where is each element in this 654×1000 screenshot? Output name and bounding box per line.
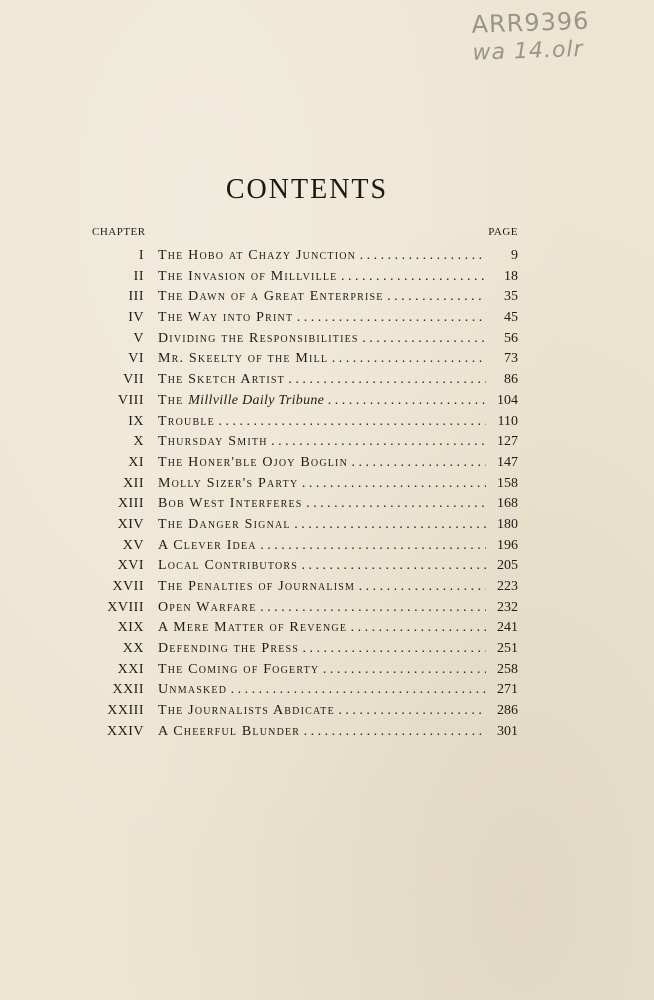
chapter-number: XIII [117, 496, 144, 512]
toc-row [92, 618, 518, 639]
chapter-title [158, 432, 486, 453]
toc-row [92, 287, 518, 308]
page-title: CONTENTS [225, 174, 389, 205]
chapter-title-text: Dividing the Responsibilities [158, 330, 359, 346]
page-number: 104 [497, 392, 518, 408]
page-number: 9 [511, 248, 518, 263]
chapter-number: XIV [117, 516, 144, 532]
toc-row [92, 329, 518, 350]
page-column-header: PAGE [488, 226, 518, 238]
toc-row [92, 349, 518, 370]
page-number: 56 [504, 330, 518, 346]
chapter-number: XVI [117, 558, 144, 574]
pencil-annotation [471, 5, 633, 66]
chapter-number: XII [123, 475, 144, 491]
chapter-title-text: A Cheerful Blunder [158, 723, 301, 739]
chapter-title-text: Open Warfare [158, 599, 257, 615]
chapter-title-text: The Dawn of a Great Enterprise [158, 289, 384, 305]
chapter-column-header: CHAPTER [92, 226, 146, 238]
page-number: 168 [497, 496, 518, 512]
chapter-number: II [133, 268, 144, 284]
chapter-title [158, 453, 486, 474]
chapter-title [158, 618, 486, 639]
toc-row [92, 639, 518, 660]
page-number: 73 [504, 351, 518, 367]
chapter-title [158, 598, 486, 619]
chapter-title [158, 722, 486, 743]
chapter-title [158, 639, 486, 660]
chapter-number: XXIII [107, 703, 144, 719]
chapter-title [158, 412, 486, 433]
page-number: 241 [497, 620, 518, 636]
toc-row [92, 267, 518, 288]
chapter-number: X [133, 434, 144, 450]
chapter-title [158, 349, 486, 370]
chapter-title [158, 494, 486, 515]
chapter-title-text: Bob West Interferes [158, 496, 303, 512]
chapter-title [158, 556, 486, 577]
chapter-title-text: Trouble [158, 413, 215, 429]
chapter-title [158, 308, 486, 329]
chapter-title [158, 329, 486, 350]
toc-row [92, 598, 518, 619]
toc-row [92, 453, 518, 474]
chapter-title-text: The Hobo at Chazy Junction [158, 248, 357, 263]
page-number: 271 [497, 682, 518, 698]
chapter-title [158, 391, 486, 412]
chapter-title-text: The Coming of Fogerty [158, 661, 320, 677]
chapter-title-text: Defending the Press [158, 641, 300, 657]
chapter-number: III [128, 289, 144, 305]
chapter-title [158, 370, 486, 391]
page-number: 286 [497, 703, 518, 719]
toc-row [92, 701, 518, 722]
toc-row [92, 515, 518, 536]
chapter-title [158, 474, 486, 495]
chapter-title-text: The Penalties of Journalism [158, 579, 356, 594]
pencil-note-line-2: wa 14.olr [472, 36, 585, 66]
chapter-title-text: The Invasion of Millville [158, 268, 338, 284]
page-number: 223 [497, 579, 518, 594]
toc-row [92, 556, 518, 577]
chapter-title-text: Unmasked [158, 682, 228, 698]
chapter-number: V [133, 330, 144, 346]
chapter-title-text: Molly Sizer's Party [158, 475, 299, 491]
chapter-title [158, 515, 486, 536]
chapter-number: IV [128, 310, 144, 326]
toc-row [92, 660, 518, 681]
page-number: 180 [497, 516, 518, 532]
chapter-title [158, 660, 486, 681]
chapter-title-text: The Way into Print [158, 310, 294, 326]
chapter-number: XXI [117, 661, 144, 677]
page-number: 45 [504, 310, 518, 326]
chapter-number: XIX [117, 620, 144, 636]
page-number: 205 [497, 558, 518, 574]
chapter-title-text: The Sketch Artist [158, 372, 285, 388]
chapter-title-text: The Danger Signal [158, 516, 291, 532]
page-number: 35 [504, 289, 518, 305]
page-number: 251 [497, 641, 518, 657]
toc-row [92, 412, 518, 433]
toc-row [92, 246, 518, 267]
toc-row [92, 722, 518, 743]
page-number: 127 [497, 434, 518, 450]
chapter-title [158, 536, 486, 557]
chapter-title-text: A Mere Matter of Revenge [158, 620, 348, 636]
page-number: 232 [497, 599, 518, 615]
pencil-note-line-1: ARR9396 [471, 6, 590, 39]
chapter-number: XV [122, 537, 144, 553]
chapter-title-text: The Journalists Abdicate [158, 703, 335, 719]
chapter-number: XVIII [107, 599, 144, 615]
page-number: 110 [497, 413, 518, 429]
chapter-number: VIII [117, 392, 144, 408]
toc-row [92, 308, 518, 329]
chapter-title [158, 680, 486, 701]
toc-row [92, 370, 518, 391]
toc-row [92, 680, 518, 701]
chapter-number: VI [128, 351, 144, 367]
chapter-title-italic: Millville Daily Tribune [188, 392, 325, 408]
chapter-number: I [138, 248, 144, 263]
page-number: 86 [504, 372, 518, 388]
chapter-title [158, 246, 486, 267]
page-number: 18 [504, 268, 518, 284]
chapter-number: XX [122, 641, 144, 657]
chapter-title-text: The [158, 392, 184, 408]
chapter-title [158, 577, 486, 598]
page-number: 158 [497, 475, 518, 491]
chapter-title-text: Thursday Smith [158, 434, 268, 450]
chapter-title-text: A Clever Idea [158, 537, 257, 553]
table-of-contents [92, 246, 518, 743]
page-number: 301 [497, 723, 518, 739]
chapter-number: XXIV [107, 723, 144, 739]
chapter-title [158, 267, 486, 288]
chapter-number: XI [128, 454, 144, 470]
toc-row [92, 391, 518, 412]
toc-row [92, 432, 518, 453]
chapter-number: XXII [112, 682, 144, 698]
page-number: 258 [497, 661, 518, 677]
toc-row [92, 577, 518, 598]
chapter-number: IX [128, 413, 144, 429]
toc-row [92, 536, 518, 557]
page-number: 147 [497, 454, 518, 470]
page-number: 196 [497, 537, 518, 553]
chapter-title [158, 701, 486, 722]
chapter-title-text: Local Contributors [158, 558, 299, 574]
toc-row [92, 494, 518, 515]
chapter-title-text: The Honer'ble Ojoy Boglin [158, 454, 349, 470]
chapter-title [158, 287, 486, 308]
chapter-number: VII [123, 372, 144, 388]
chapter-title-text: Mr. Skeelty of the Mill [158, 351, 329, 367]
toc-row [92, 474, 518, 495]
chapter-number: XVII [112, 579, 144, 594]
